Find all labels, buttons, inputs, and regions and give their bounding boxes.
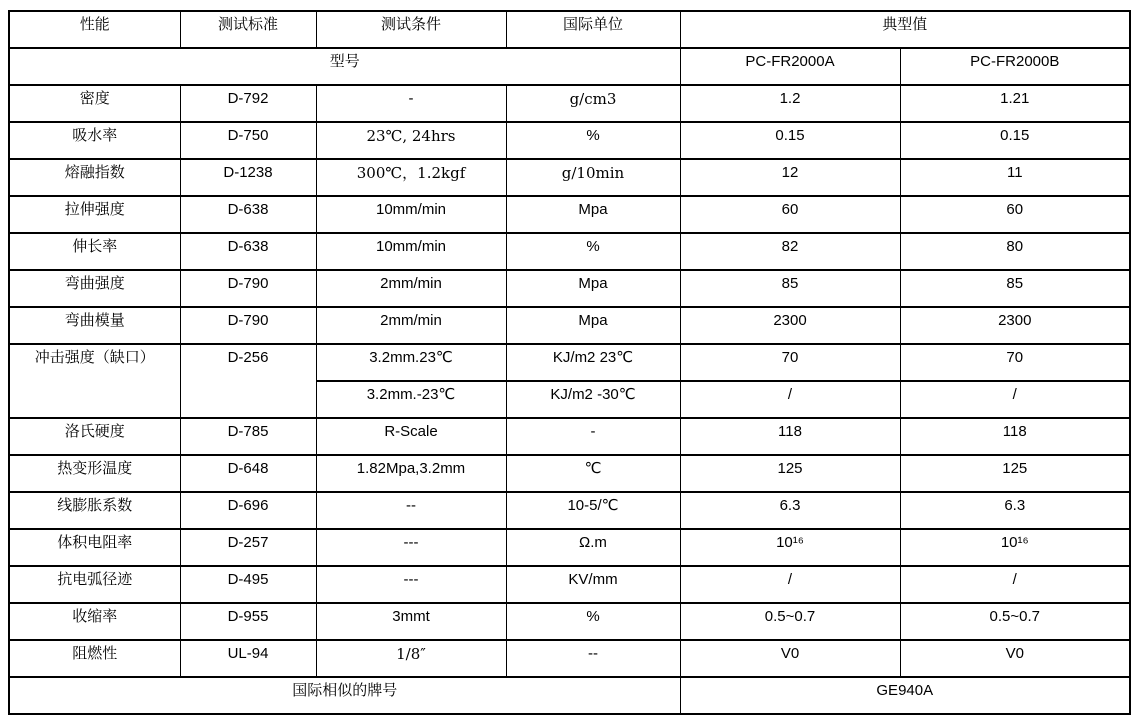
cell-property: 密度 <box>9 85 180 122</box>
cell-unit: % <box>506 122 680 159</box>
cell-value-a: / <box>680 381 900 418</box>
table-row <box>9 566 1130 603</box>
cell-value-a: 0.5~0.7 <box>680 603 900 640</box>
cell-value-a: 6.3 <box>680 492 900 529</box>
cell-value-b: / <box>900 566 1130 603</box>
cell-property: 冲击强度（缺口） <box>9 344 180 418</box>
cell-unit: KV/mm <box>506 566 680 603</box>
cell-value-b: 70 <box>900 344 1130 381</box>
cell-standard: D-785 <box>180 418 316 455</box>
cell-standard: D-790 <box>180 270 316 307</box>
table-row <box>9 196 1130 233</box>
cell-value-a: 12 <box>680 159 900 196</box>
cell-value-b: 11 <box>900 159 1130 196</box>
cell-standard: D-495 <box>180 566 316 603</box>
model-b-label: PC-FR2000B <box>900 48 1130 85</box>
cell-property: 洛氏硬度 <box>9 418 180 455</box>
cell-condition: 300℃，1.2kgf <box>316 159 506 196</box>
cell-property: 体积电阻率 <box>9 529 180 566</box>
cell-condition: 10mm/min <box>316 233 506 270</box>
header-condition: 测试条件 <box>316 11 506 48</box>
cell-unit: KJ/m2 -30℃ <box>506 381 680 418</box>
cell-value-a: V0 <box>680 640 900 677</box>
footer-row <box>9 677 1130 714</box>
cell-property: 弯曲模量 <box>9 307 180 344</box>
cell-standard: D-790 <box>180 307 316 344</box>
cell-unit: % <box>506 233 680 270</box>
cell-unit: Mpa <box>506 196 680 233</box>
cell-value-b: 0.15 <box>900 122 1130 159</box>
cell-condition: - <box>316 85 506 122</box>
cell-condition: 3.2mm.-23℃ <box>316 381 506 418</box>
cell-condition: 1.82Mpa,3.2mm <box>316 455 506 492</box>
cell-value-b: 0.5~0.7 <box>900 603 1130 640</box>
header-property: 性能 <box>9 11 180 48</box>
cell-standard: D-257 <box>180 529 316 566</box>
cell-standard: D-696 <box>180 492 316 529</box>
cell-condition: 23℃, 24hrs <box>316 122 506 159</box>
cell-value-a: 2300 <box>680 307 900 344</box>
table-row <box>9 492 1130 529</box>
cell-value-b: / <box>900 381 1130 418</box>
similar-grade-label: 国际相似的牌号 <box>9 677 680 714</box>
cell-property: 收缩率 <box>9 603 180 640</box>
cell-value-b: 118 <box>900 418 1130 455</box>
table-row <box>9 122 1130 159</box>
cell-value-a: 82 <box>680 233 900 270</box>
material-properties-table <box>8 10 1131 715</box>
model-label: 型号 <box>9 48 680 85</box>
cell-condition: R-Scale <box>316 418 506 455</box>
similar-grade-value: GE940A <box>680 677 1130 714</box>
table-row <box>9 640 1130 677</box>
cell-value-b: V0 <box>900 640 1130 677</box>
cell-unit: % <box>506 603 680 640</box>
cell-value-a: 85 <box>680 270 900 307</box>
cell-condition: 1/8″ <box>316 640 506 677</box>
cell-value-b: 6.3 <box>900 492 1130 529</box>
cell-value-a: 70 <box>680 344 900 381</box>
cell-unit: - <box>506 418 680 455</box>
table-row <box>9 455 1130 492</box>
cell-standard: D-1238 <box>180 159 316 196</box>
cell-value-a: 1.2 <box>680 85 900 122</box>
cell-unit: Ω.m <box>506 529 680 566</box>
table-row <box>9 159 1130 196</box>
table-row <box>9 233 1130 270</box>
cell-property: 抗电弧径迹 <box>9 566 180 603</box>
cell-unit: g/10min <box>506 159 680 196</box>
table-row <box>9 270 1130 307</box>
table-row <box>9 85 1130 122</box>
cell-value-a: / <box>680 566 900 603</box>
cell-condition: --- <box>316 529 506 566</box>
model-a-label: PC-FR2000A <box>680 48 900 85</box>
cell-value-a: 118 <box>680 418 900 455</box>
cell-condition: 3.2mm.23℃ <box>316 344 506 381</box>
cell-condition: 2mm/min <box>316 270 506 307</box>
cell-unit: ℃ <box>506 455 680 492</box>
cell-standard: D-750 <box>180 122 316 159</box>
table-row <box>9 603 1130 640</box>
cell-value-b: 80 <box>900 233 1130 270</box>
cell-condition: --- <box>316 566 506 603</box>
cell-value-b: 10¹⁶ <box>900 529 1130 566</box>
header-unit: 国际单位 <box>506 11 680 48</box>
header-standard: 测试标准 <box>180 11 316 48</box>
cell-standard: D-648 <box>180 455 316 492</box>
cell-property: 热变形温度 <box>9 455 180 492</box>
cell-standard: D-638 <box>180 196 316 233</box>
cell-value-b: 125 <box>900 455 1130 492</box>
cell-property: 伸长率 <box>9 233 180 270</box>
cell-unit: 10-5/℃ <box>506 492 680 529</box>
cell-value-b: 85 <box>900 270 1130 307</box>
cell-unit: Mpa <box>506 270 680 307</box>
cell-value-a: 10¹⁶ <box>680 529 900 566</box>
header-row <box>9 11 1130 48</box>
cell-property: 线膨胀系数 <box>9 492 180 529</box>
table-row <box>9 418 1130 455</box>
cell-property: 弯曲强度 <box>9 270 180 307</box>
table-row-impact-1 <box>9 344 1130 381</box>
cell-value-b: 1.21 <box>900 85 1130 122</box>
table-row <box>9 307 1130 344</box>
cell-condition: 3mmt <box>316 603 506 640</box>
cell-standard: UL-94 <box>180 640 316 677</box>
cell-property: 吸水率 <box>9 122 180 159</box>
header-typical-value: 典型值 <box>680 11 1130 48</box>
cell-property: 熔融指数 <box>9 159 180 196</box>
cell-property: 拉伸强度 <box>9 196 180 233</box>
table-row <box>9 529 1130 566</box>
cell-standard: D-256 <box>180 344 316 418</box>
cell-condition: 2mm/min <box>316 307 506 344</box>
cell-value-a: 125 <box>680 455 900 492</box>
cell-unit: KJ/m2 23℃ <box>506 344 680 381</box>
cell-unit: g/cm3 <box>506 85 680 122</box>
cell-property: 阻燃性 <box>9 640 180 677</box>
cell-standard: D-955 <box>180 603 316 640</box>
model-row <box>9 48 1130 85</box>
cell-condition: 10mm/min <box>316 196 506 233</box>
cell-standard: D-638 <box>180 233 316 270</box>
cell-unit: Mpa <box>506 307 680 344</box>
cell-value-a: 0.15 <box>680 122 900 159</box>
cell-value-a: 60 <box>680 196 900 233</box>
cell-condition: -- <box>316 492 506 529</box>
cell-standard: D-792 <box>180 85 316 122</box>
cell-value-b: 2300 <box>900 307 1130 344</box>
cell-unit: -- <box>506 640 680 677</box>
cell-value-b: 60 <box>900 196 1130 233</box>
